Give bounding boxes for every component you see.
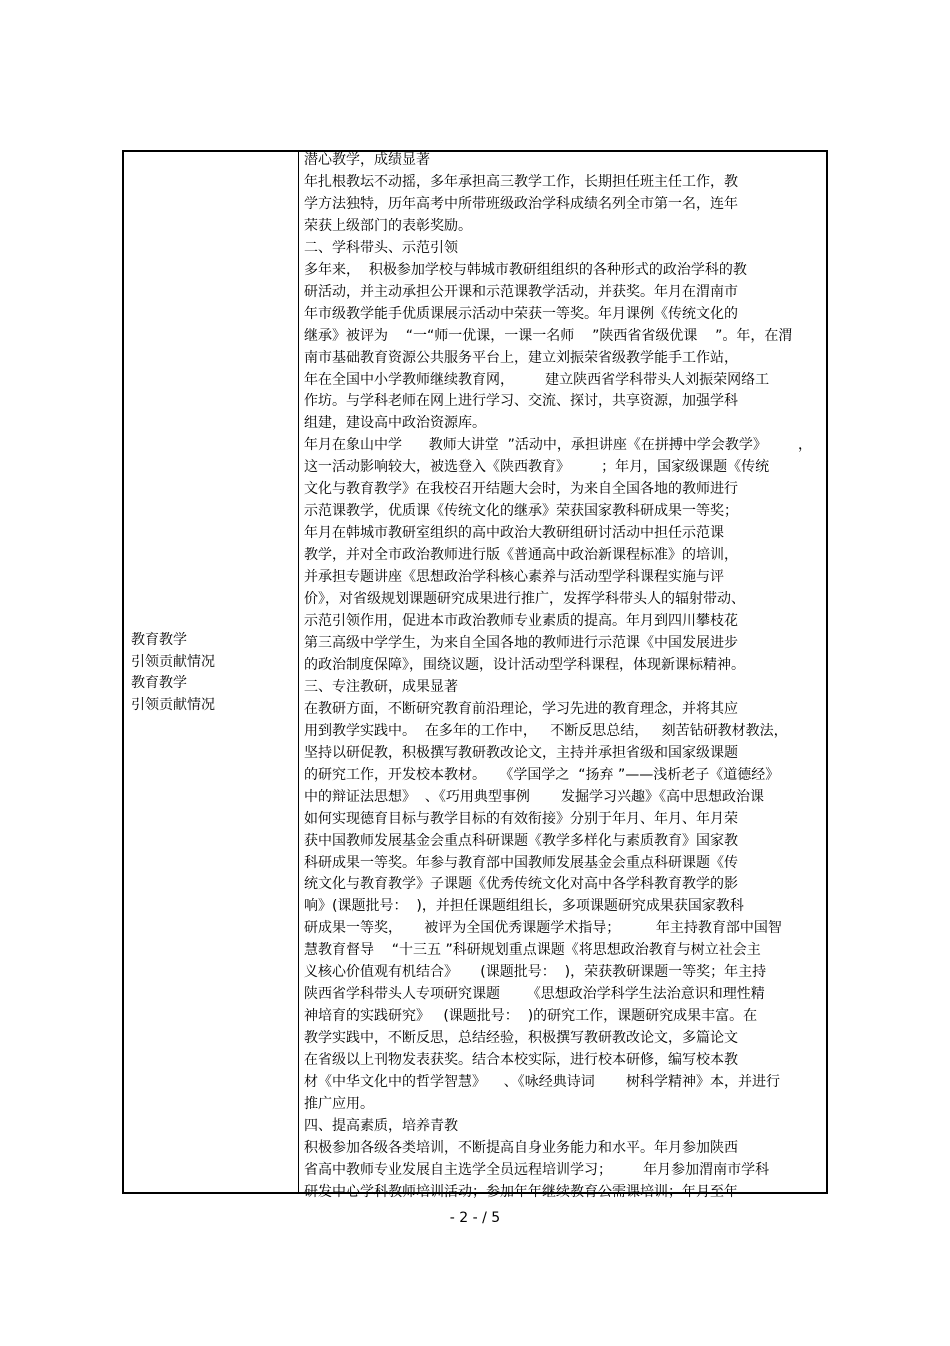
content-line: 潜心教学，成绩显著 xyxy=(304,152,430,168)
content-line: 科研成果一等奖。年参与教育部中国教师发展基金会重点科研课题《传 xyxy=(304,854,738,871)
content-line: 的政治制度保障》，围绕议题，设计活动型学科课程，体现新课标精神。 xyxy=(304,656,745,673)
content-line: 文化与教育教学》在我校召开结题大会时，为来自全国各地的教师进行 xyxy=(304,481,738,498)
content-line: 在教研方面，不断研究教育前沿理论，学习先进的教育理念，并将其应 xyxy=(304,700,738,717)
row-content-cell xyxy=(304,150,826,1204)
content-line: 这一活动影响较大，被选登入《陕西教育》 ；年月，国家级课题《传统 xyxy=(304,459,770,476)
content-line: 组建，建设高中政治资源库。 xyxy=(304,415,486,432)
content-line: 省高中教师专业发展自主选学全员远程培训学习； 年月参加渭南市学科 xyxy=(304,1161,770,1178)
content-line: 年月在象山中学 教师大讲堂 ”活动中，承担讲座《在拼搏中学会教学》 ， xyxy=(304,437,813,454)
content-line: 教学，并对全市政治教师进行版《普通高中政治新课程标准》的培训， xyxy=(304,547,738,564)
content-line: 如何实现德育目标与教学目标的有效衔接》分别于年月、年月、年月荣 xyxy=(304,810,738,827)
label-line: 引领贡献情况 xyxy=(131,697,215,714)
content-line: 多年来， 积极参加学校与韩城市教研组组织的各种形式的政治学科的教 xyxy=(304,261,747,278)
content-line: 南市基础教育资源公共服务平台上，建立刘振荣省级教学能手工作站， xyxy=(304,349,738,366)
label-line: 教育教学 xyxy=(131,675,187,692)
content-line: 研活动，并主动承担公开课和示范课教学活动，并获奖。年月在渭南市 xyxy=(304,283,738,300)
content-line: 神培育的实践研究》 (课题批号： )的研究工作，课题研究成果丰富。在 xyxy=(304,1008,758,1025)
content-line: 年扎根教坛不动摇，多年承担高三教学工作，长期担任班主任工作，教 xyxy=(304,173,738,190)
content-line: 荣获上级部门的表彰奖励。 xyxy=(304,217,472,234)
content-line: 研成果一等奖， 被评为全国优秀课题学术指导； 年主持教育部中国智 xyxy=(304,920,782,937)
content-line: 材《中华文化中的哲学智慧》 、《咏经典诗词 树科学精神》本，并进行 xyxy=(304,1074,780,1091)
content-line: 年在全国中小学教师继续教育网， 建立陕西省学科带头人刘振荣网络工 xyxy=(304,371,770,388)
content-line: 义核心价值观有机结合》 (课题批号： )，荣获教研课题一等奖；年主持 xyxy=(304,964,767,981)
content-line: 第三高级中学学生，为来自全国各地的教师进行示范课《中国发展进步 xyxy=(304,634,738,651)
content-line: 积极参加各级各类培训，不断提高自身业务能力和水平。年月参加陕西 xyxy=(304,1139,738,1156)
content-line: 中的辩证法思想》 、《巧用典型事例 发掘学习兴趣》《高中思想政治课 xyxy=(304,788,765,805)
content-line: 年月在韩城市教研室组织的高中政治大教研组研讨活动中担任示范课 xyxy=(304,525,724,542)
label-line: 教育教学 xyxy=(131,632,187,648)
contribution-table xyxy=(122,150,828,1200)
content-line: 并承担专题讲座《思想政治学科核心素养与活动型学科课程实施与评 xyxy=(304,569,724,586)
content-line: 示范课教学，优质课《传统文化的继承》荣获国家教科研成果一等奖； xyxy=(304,503,738,520)
content-line: 陕西省学科带头人专项研究课题 《思想政治学科学生法治意识和理性精 xyxy=(304,986,765,1003)
content-line: 用到教学实践中。 在多年的工作中， 不断反思总结， 刻苦钻研教材教法， xyxy=(304,722,788,739)
page-number: - 2 - / 5 xyxy=(449,1210,501,1226)
content-line: 四、提高素质，培养青教 xyxy=(304,1117,458,1134)
content-line: 统文化与教育教学》子课题《优秀传统文化对高中各学科教育教学的影 xyxy=(304,876,738,893)
content-line: 慧教育督导 “十三五 ”科研规划重点课题《将思想政治教育与树立社会主 xyxy=(304,942,761,959)
content-line: 示范引领作用，促进本市政治教师专业素质的提高。年月到四川攀枝花 xyxy=(304,613,738,630)
content-line: 三、专注教研，成果显著 xyxy=(304,678,458,695)
content-line: 二、学科带头、示范引领 xyxy=(304,239,458,256)
content-line: 作坊。与学科老师在网上进行学习、交流、探讨，共享资源，加强学科 xyxy=(304,393,738,410)
label-line: 引领贡献情况 xyxy=(131,653,215,670)
content-line: 学方法独特，历年高考中所带班级政治学科成绩名列全市第一名，连年 xyxy=(304,195,738,212)
column-divider xyxy=(298,152,299,1192)
content-line: 获中国教师发展基金会重点科研课题《教学多样化与素质教育》国家教 xyxy=(304,832,738,849)
content-line: 研发中心学科教师培训活动；参加年年继续教育公需课培训；年月至年 xyxy=(304,1183,738,1200)
content-line: 坚持以研促教，积极撰写教研教改论文，主持并承担省级和国家级课题 xyxy=(304,744,738,761)
row-label-cell xyxy=(131,630,296,717)
content-line: 在省级以上刊物发表获奖。结合本校实际，进行校本研修，编写校本教 xyxy=(304,1052,738,1069)
content-line: 推广应用。 xyxy=(304,1095,374,1112)
content-line: 继承》被评为 “一“师一优课，一课一名师 ”陕西省省级优课 ”。年，在渭 xyxy=(304,327,793,344)
content-line: 年市级教学能手优质课展示活动中荣获一等奖。年月课例《传统文化的 xyxy=(304,305,738,322)
content-line: 的研究工作，开发校本教材。 《学国学之 “扬弃 ”——浅析老子《道德经》 xyxy=(304,766,780,783)
content-line: 响》(课题批号： )，并担任课题组组长，多项课题研究成果获国家教科 xyxy=(304,898,744,915)
content-line: 价》，对省级规划课题研究成果进行推广，发挥学科带头人的辐射带动、 xyxy=(304,591,745,608)
content-line: 教学实践中，不断反思，总结经验，积极撰写教研教改论文，多篇论文 xyxy=(304,1030,738,1047)
